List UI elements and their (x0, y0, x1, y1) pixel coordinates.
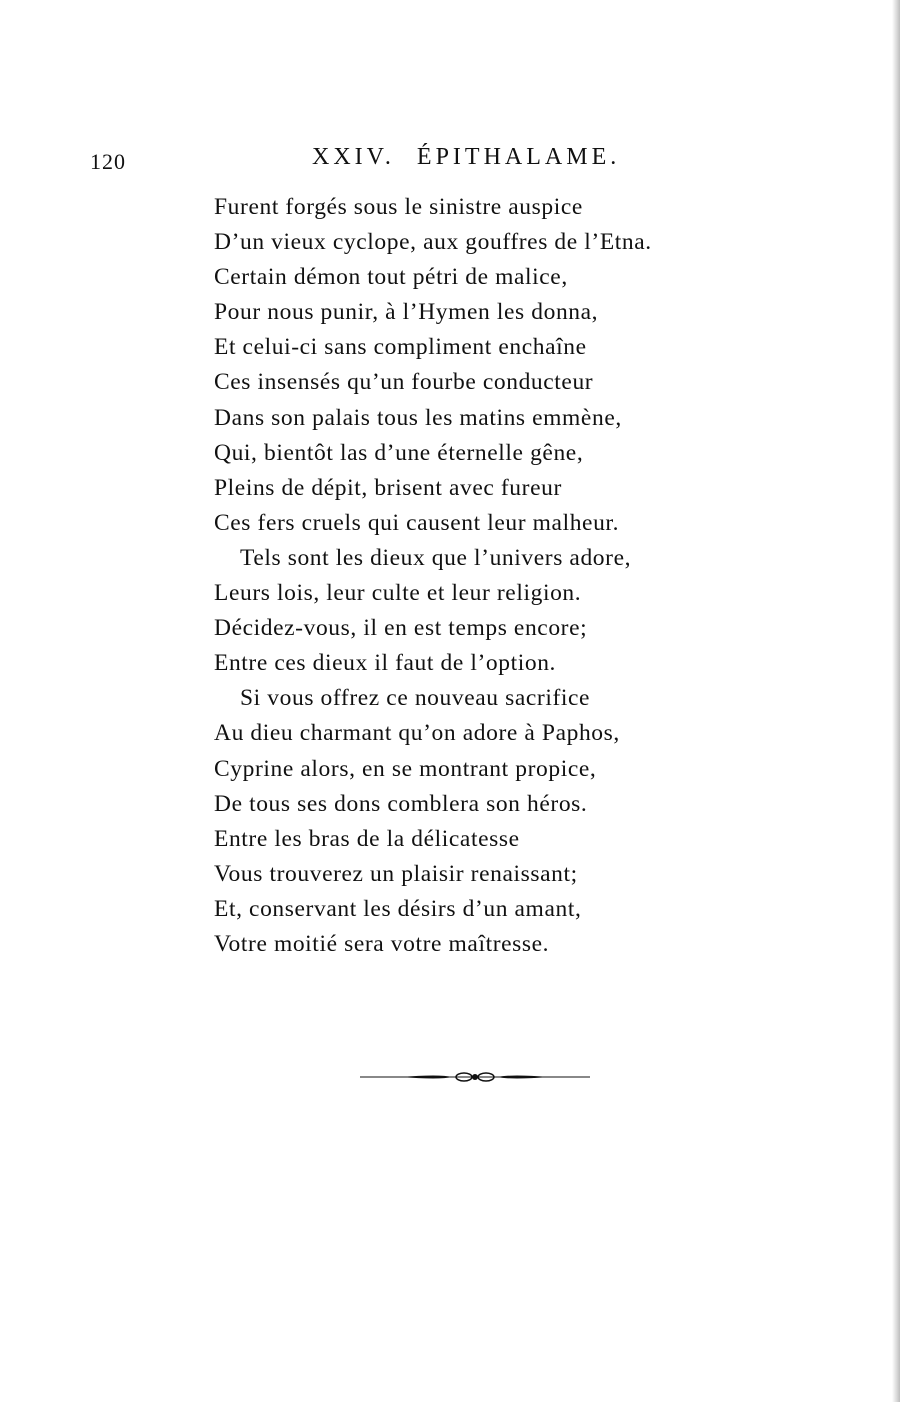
poem-line: Entre ces dieux il faut de l’option. (214, 650, 557, 677)
poem-line: Votre moitié sera votre maîtresse. (214, 930, 550, 957)
poem-line: Tels sont les dieux que l’univers adore, (240, 544, 632, 571)
chapter-title: ÉPITHALAME. (416, 144, 621, 170)
tailpiece-ornament-icon (360, 1068, 590, 1086)
poem-line: Et celui-ci sans compliment enchaîne (214, 334, 587, 361)
poem-line: Et, conservant les désirs d’un amant, (214, 895, 582, 922)
poem-line: Ces insensés qu’un fourbe conducteur (214, 369, 594, 396)
poem-body (214, 190, 652, 962)
poem-line: Leurs lois, leur culte et leur religion. (214, 580, 582, 607)
poem-line: Pleins de dépit, brisent avec fureur (214, 474, 562, 501)
poem-line: Vous trouverez un plaisir renaissant; (214, 860, 578, 887)
poem-line: Certain démon tout pétri de malice, (214, 264, 568, 291)
poem-line: Décidez-vous, il en est temps encore; (214, 615, 588, 642)
running-title (312, 143, 620, 171)
chapter-number: XXIV. (312, 144, 395, 170)
poem-line: Entre les bras de la délicatesse (214, 825, 520, 852)
poem-line: Si vous offrez ce nouveau sacrifice (240, 685, 591, 712)
poem-line: Qui, bientôt las d’une éternelle gêne, (214, 439, 584, 466)
poem-line: Au dieu charmant qu’on adore à Paphos, (214, 720, 620, 747)
page-number: 120 (90, 149, 126, 174)
poem-line: Ces fers cruels qui causent leur malheur. (214, 509, 620, 536)
poem-line: Dans son palais tous les matins emmène, (214, 404, 622, 431)
poem-line: D’un vieux cyclope, aux gouffres de l’Etna. (214, 229, 652, 256)
poem-line: Furent forgés sous le sinistre auspice (214, 194, 583, 220)
poem-line: Pour nous punir, à l’Hymen les donna, (214, 299, 599, 326)
poem-line: Cyprine alors, en se montrant propice, (214, 755, 597, 782)
poem-line: De tous ses dons comblera son héros. (214, 790, 588, 817)
page-edge-shadow (892, 0, 900, 1402)
